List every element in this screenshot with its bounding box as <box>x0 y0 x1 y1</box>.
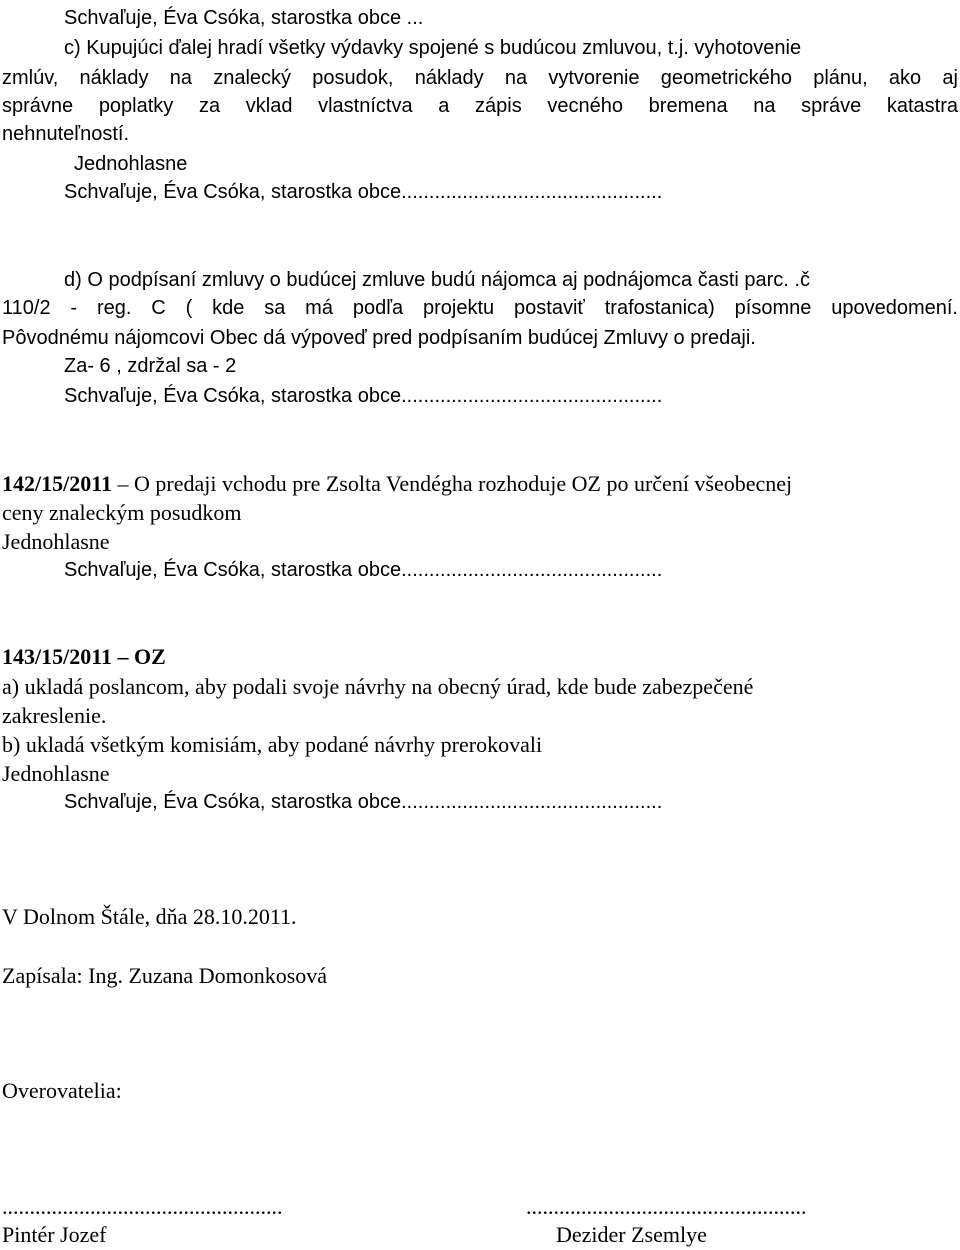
resolution-number: 142/15/2011 <box>2 471 113 496</box>
resolution-142-line-2: ceny znaleckým posudkom <box>2 500 242 525</box>
approval-line: Schvaľuje, Éva Csóka, starostka obce............................................... <box>64 385 663 407</box>
vote-result: Jednohlasne <box>74 153 188 175</box>
paragraph-c-line-3: správne poplatky za vklad vlastníctva a zápis vecného bremena na správe katastra <box>2 95 958 117</box>
paragraph-d-line-3: Pôvodnému nájomcovi Obec dá výpoveď pred podpísaním budúcej Zmluvy o predaji. <box>2 327 756 349</box>
recorded-by: Zapísala: Ing. Zuzana Domonkosová <box>2 963 328 988</box>
paragraph-d-line-1: d) O podpísaní zmluvy o budúcej zmluve budú nájomca aj podnájomca časti parc. .č <box>64 269 810 291</box>
signer-name-left: Pintér Jozef <box>2 1222 107 1247</box>
vote-result: Jednohlasne <box>2 529 110 554</box>
place-and-date: V Dolnom Štále, dňa 28.10.2011. <box>2 904 297 929</box>
approval-line: Schvaľuje, Éva Csóka, starostka obce ... <box>64 7 424 29</box>
resolution-143-line-a2: zakreslenie. <box>2 703 107 728</box>
paragraph-c-line-4: nehnuteľností. <box>2 123 130 145</box>
resolution-text: – O predaji vchodu pre Zsolta Vendégha rozhoduje OZ po určení všeobecnej <box>117 471 793 496</box>
resolution-143-line-b: b) ukladá všetkým komisiám, aby podané návrhy prerokovali <box>2 732 543 757</box>
approval-line: Schvaľuje, Éva Csóka, starostka obce............................................... <box>64 791 663 813</box>
resolution-143-heading: 143/15/2011 – OZ <box>2 644 166 669</box>
approval-line: Schvaľuje, Éva Csóka, starostka obce............................................... <box>64 181 663 203</box>
paragraph-c-line-2: zmlúv, náklady na znalecký posudok, náklady na vytvorenie geometrického plánu, ako aj <box>2 67 958 89</box>
vote-result: Jednohlasne <box>2 761 110 786</box>
approval-line: Schvaľuje, Éva Csóka, starostka obce............................................... <box>64 559 663 581</box>
resolution-143-line-a1: a) ukladá poslancom, aby podali svoje návrhy na obecný úrad, kde bude zabezpečené <box>2 674 754 699</box>
vote-result: Za- 6 , zdržal sa - 2 <box>64 355 237 377</box>
signer-name-right: Dezider Zsemlye <box>556 1222 707 1247</box>
resolution-142-line-1 <box>2 473 792 495</box>
signature-line-left: ................................................... <box>2 1194 283 1219</box>
paragraph-c-line-1: c) Kupujúci ďalej hradí všetky výdavky spojené s budúcou zmluvou, t.j. vyhotovenie <box>64 37 802 59</box>
paragraph-d-line-2: 110/2 - reg. C ( kde sa má podľa projektu postaviť trafostanica) písomne upovedomení. <box>2 297 958 319</box>
signature-line-right: ................................................... <box>526 1194 807 1219</box>
verifiers-label: Overovatelia: <box>2 1078 122 1103</box>
